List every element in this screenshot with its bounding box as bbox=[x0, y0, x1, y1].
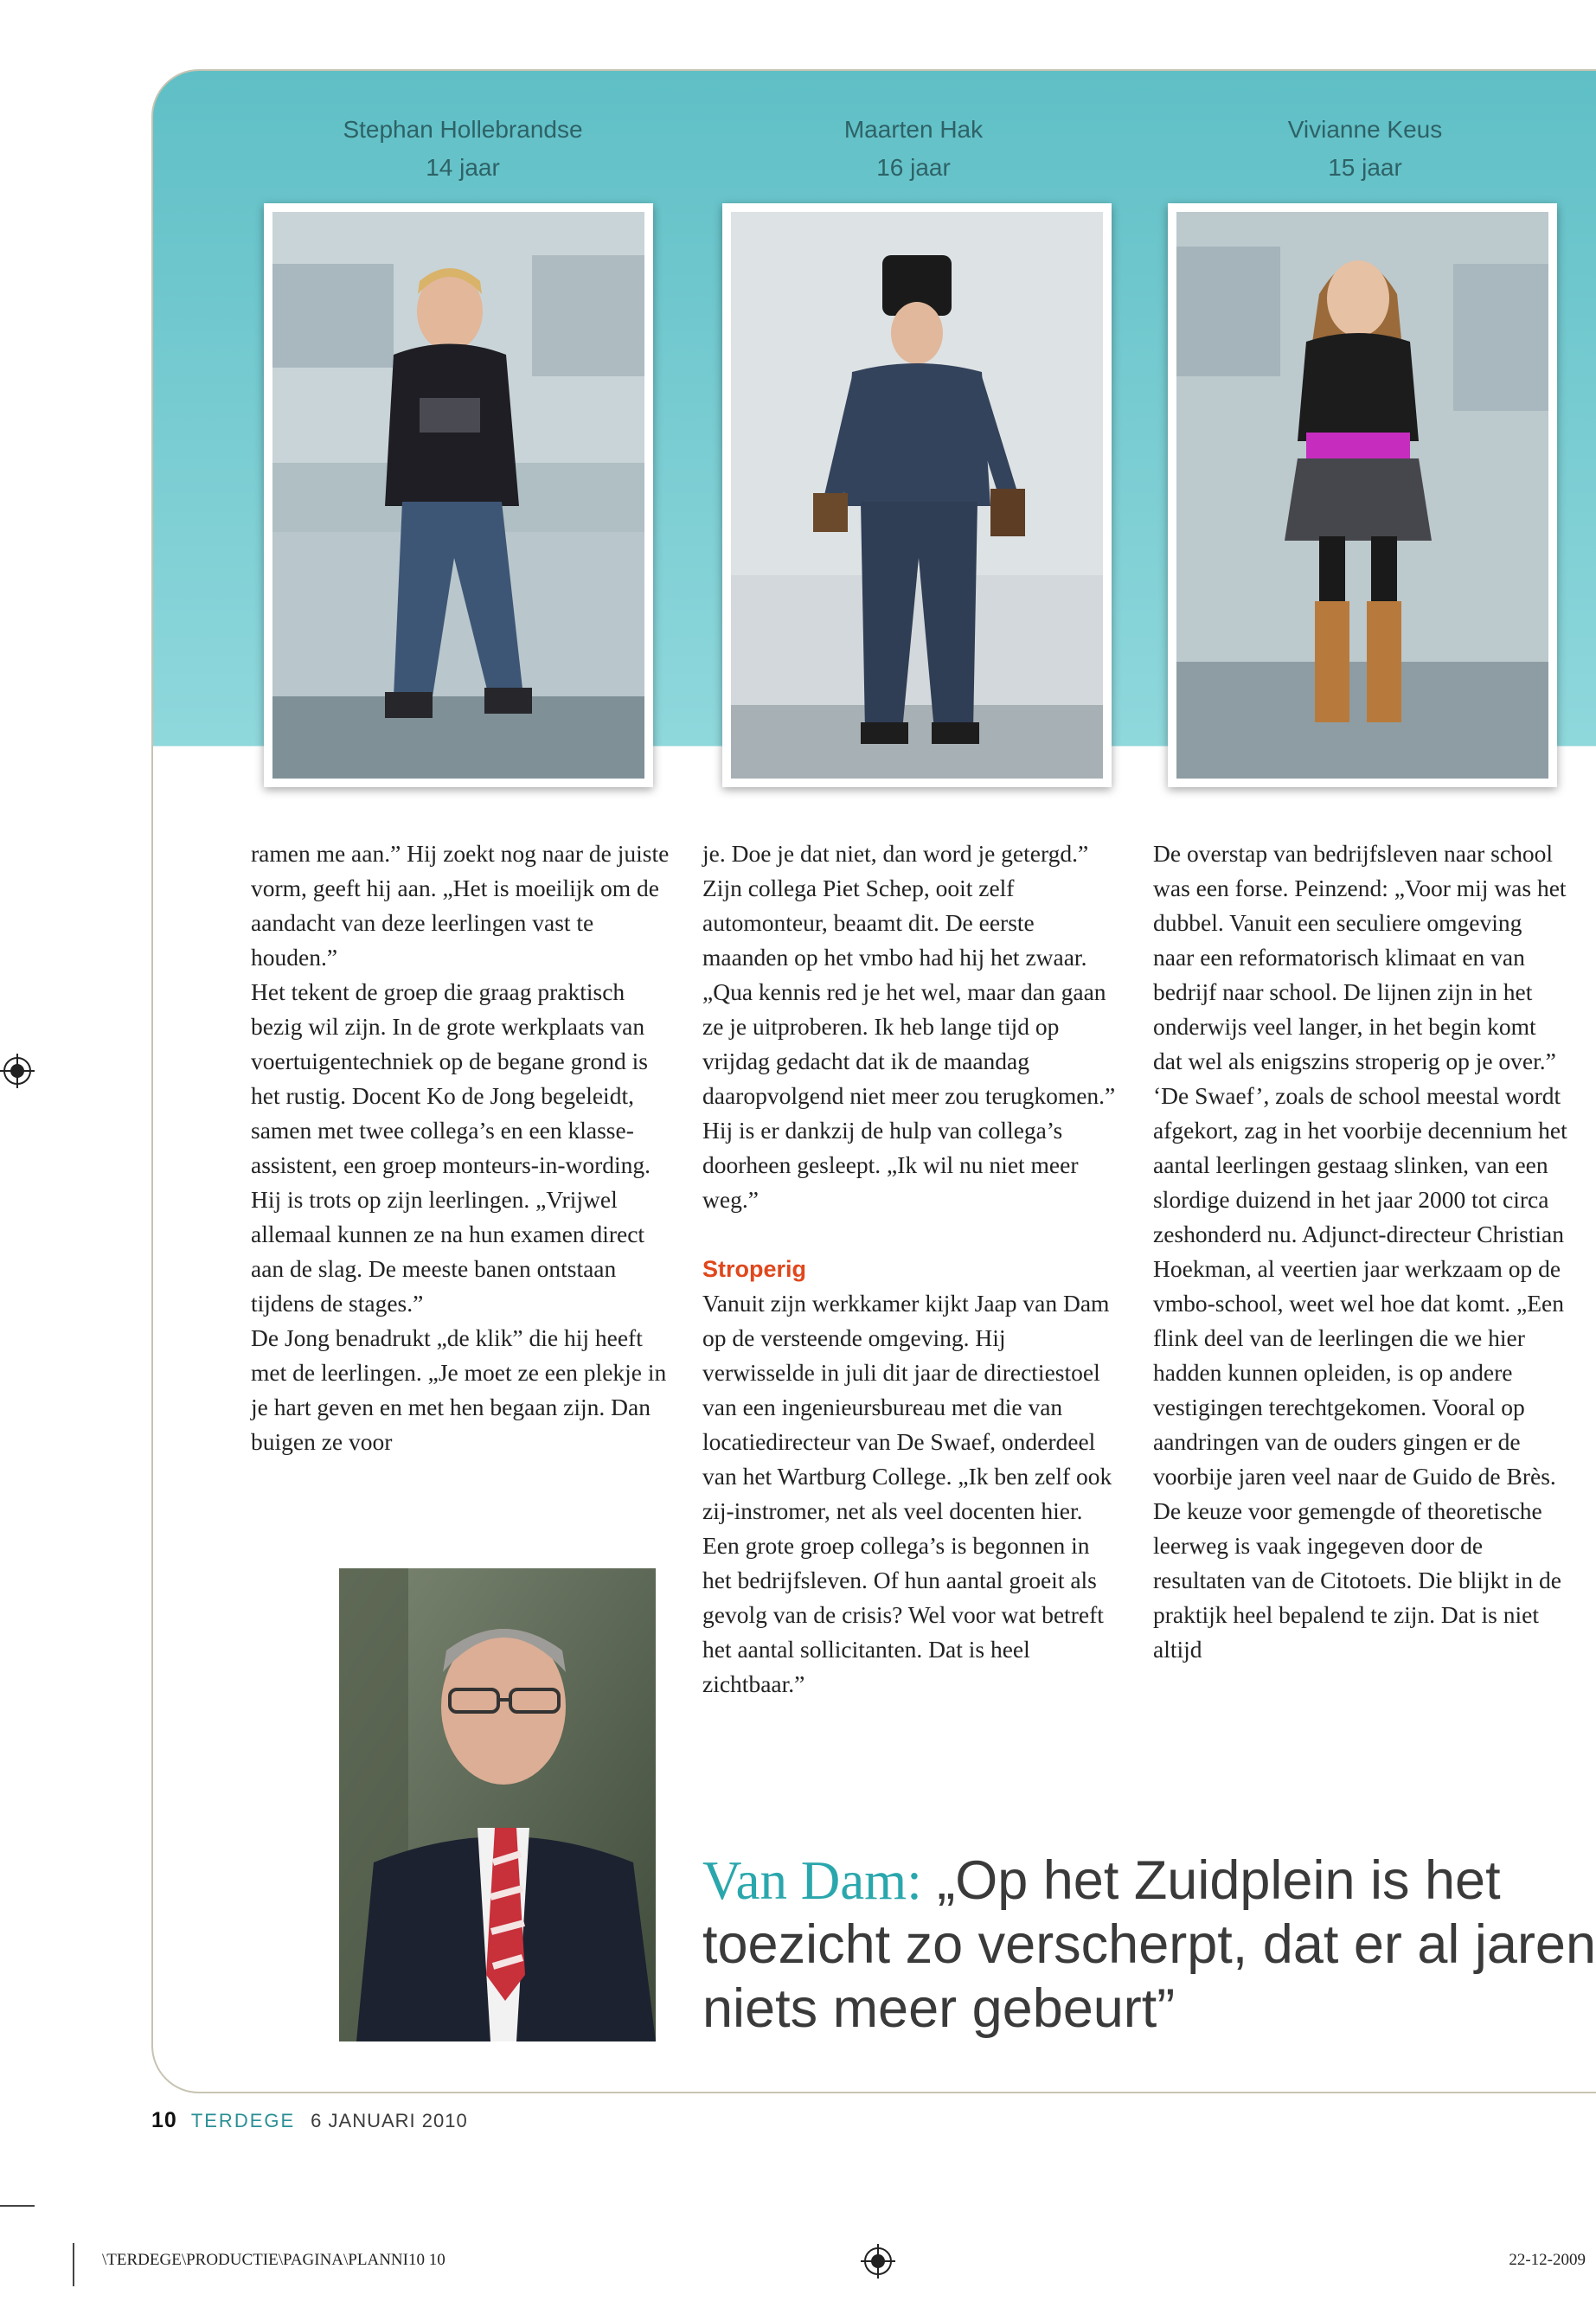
registration-mark-icon bbox=[861, 2244, 895, 2279]
article-column-2 bbox=[702, 836, 1122, 1702]
subheading-stroperig: Stroperig bbox=[702, 1256, 807, 1282]
article-column-3 bbox=[1153, 836, 1568, 1667]
profile-name: Maarten Hak bbox=[843, 116, 984, 143]
issue-date: 6 JANUARI 2010 bbox=[311, 2110, 468, 2131]
profile-age: 14 jaar bbox=[426, 154, 500, 181]
photo-maarten-hak bbox=[722, 203, 1112, 787]
profile-caption-2 bbox=[723, 111, 1104, 187]
print-slug-date: 22-12-2009 bbox=[1509, 2251, 1586, 2269]
paragraph: Vanuit zijn werkkamer kijkt Jaap van Dam op de versteende omgeving. Hij verwisselde in juli dit jaar de directiestoel van een ingenieursbureau met die van locatiedirecteur van De Swaef, onderdeel van het Wartburg College. „Ik ben zelf ook zij-instromer, net als veel docenten hier. Een grote groep collega’s is begonnen in het bedrijfsleven. Of hun aantal groeit als gevolg van de crisis? Wel voor wat betreft het aantal sollicitanten. Dat is heel zichtbaar.” bbox=[702, 1290, 1112, 1697]
paragraph: Zijn collega Piet Schep, ooit zelf automonteur, beaamt dit. De eerste maanden op het vmbo had hij het zwaar. „Qua kennis red je het wel, maar dan gaan ze je uitproberen. Ik heb lange tijd op vrijdag gedacht dat ik de maandag daaropvolgend niet meer zou terugkomen.” Hij is er dankzij de hulp van collega’s doorheen gesleept. „Ik wil nu niet meer weg.” bbox=[702, 875, 1116, 1213]
print-slug-path: \TERDEGE\PRODUCTIE\PAGINA\PLANNI10 10 bbox=[102, 2251, 445, 2269]
crop-mark bbox=[0, 2205, 35, 2207]
paragraph: ramen me aan.” Hij zoekt nog naar de juiste vorm, geeft hij aan. „Het is moeilijk om de aandacht van deze leerlingen vast te houden.” bbox=[251, 840, 670, 971]
profile-name: Stephan Hollebrandse bbox=[343, 116, 583, 143]
page-folio bbox=[151, 2108, 468, 2133]
profile-age: 16 jaar bbox=[876, 154, 951, 181]
page-number: 10 bbox=[151, 2108, 177, 2132]
registration-mark-icon bbox=[0, 1054, 35, 1088]
photo-jaap-van-dam bbox=[339, 1568, 656, 2046]
pull-quote-text: „Op het Zuidplein is het toezicht zo verscherpt, dat er al jaren niets meer gebeurt” bbox=[702, 1850, 1596, 2039]
profile-caption-3 bbox=[1175, 111, 1555, 187]
crop-mark bbox=[73, 2243, 74, 2286]
paragraph: De Jong benadrukt „de klik” die hij heeft met de leerlingen. „Je moet ze een plekje in je hart geven en met hen begaan zijn. Dan buigen ze voor bbox=[251, 1324, 667, 1455]
photo-vivianne-keus bbox=[1168, 203, 1557, 787]
paragraph: je. Doe je dat niet, dan word je getergd.” bbox=[702, 840, 1089, 867]
profile-name: Vivianne Keus bbox=[1287, 116, 1443, 143]
pull-quote-speaker: Van Dam: bbox=[702, 1850, 922, 1911]
paragraph: ‘De Swaef’, zoals de school meestal wordt afgekort, zag in het voorbije decennium het aantal leerlingen gestaag slinken, van een slordige duizend in het jaar 2000 tot circa zeshonderd nu. Adjunct-directeur Christian Hoekman, al veertien jaar werkzaam op de vmbo-school, weet wel hoe dat komt. „Een flink deel van de leerlingen die we hier hadden kunnen opleiden, is op andere vestigingen terechtgekomen. Vooral op aandringen van de ouders gingen er de voorbije jaren veel naar de Guido de Brès. De keuze voor gemengde of theoretische leerweg is vaak ingegeven door de resultaten van de Citotoets. Die blijkt in de praktijk heel bepalend te zijn. Dat is niet altijd bbox=[1153, 1082, 1567, 1663]
paragraph: Het tekent de groep die graag praktisch bezig wil zijn. In de grote werkplaats van voertuigentechniek op de begane grond is het rustig. Docent Ko de Jong begeleidt, samen met twee collega’s en een klasse-assistent, een groep monteurs-in-wording. Hij is trots op zijn leerlingen. „Vrijwel allemaal kunnen ze na hun examen direct aan de slag. De meeste banen ontstaan tijdens de stages.” bbox=[251, 978, 651, 1317]
profile-age: 15 jaar bbox=[1328, 154, 1402, 181]
paragraph: De overstap van bedrijfsleven naar school was een forse. Peinzend: „Voor mij was het dubbel. Vanuit een seculiere omgeving naar een reformatorisch klimaat en van bedrijf naar school. De lijnen zijn in het onderwijs veel langer, in het begin komt dat wel als enigszins stroperig op je over.” bbox=[1153, 840, 1567, 1074]
article-column-1 bbox=[251, 836, 670, 1459]
pull-quote bbox=[702, 1849, 1596, 2041]
magazine-name: TERDEGE bbox=[190, 2110, 296, 2131]
photo-stephan-hollebrandse bbox=[264, 203, 653, 787]
profile-caption-1 bbox=[272, 111, 653, 187]
